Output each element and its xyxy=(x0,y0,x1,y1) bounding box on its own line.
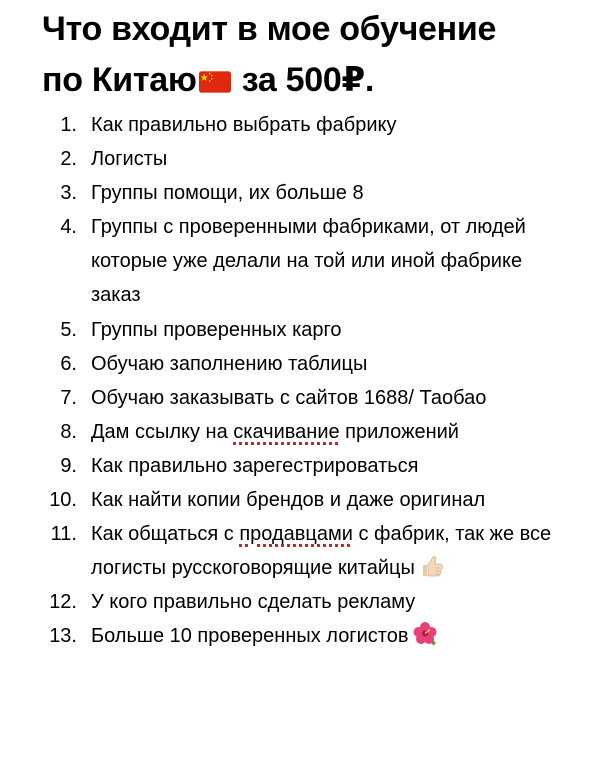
list-item xyxy=(0,210,600,312)
item-text-before: Дам ссылку на xyxy=(91,420,234,443)
list-item xyxy=(0,142,600,176)
list-item xyxy=(0,483,600,517)
spellcheck-underlined-word: продавцами xyxy=(239,523,353,546)
page-title xyxy=(42,4,592,106)
item-text: Как найти копии брендов и даже оригинал xyxy=(91,489,486,512)
item-number: 1. xyxy=(60,114,77,136)
item-number: 8. xyxy=(60,420,77,443)
item-text: Группы с проверенными фабриками, от людей которые уже делали на той или иной фабрике заказ xyxy=(91,216,526,307)
item-text: У кого правильно сделать рекламу xyxy=(91,591,416,614)
item-number: 5. xyxy=(60,318,77,341)
item-number: 3. xyxy=(60,182,77,205)
item-number: 10. xyxy=(49,489,77,512)
item-text-after: приложений xyxy=(339,420,459,443)
item-text: Логисты xyxy=(91,148,168,171)
title-line-2 xyxy=(42,55,592,106)
title-line-2-suffix: за 500₽. xyxy=(232,61,374,99)
list-item xyxy=(0,313,600,347)
list-item xyxy=(0,108,600,142)
list-item xyxy=(0,517,600,585)
item-number: 2. xyxy=(60,148,77,171)
item-number: 13. xyxy=(49,625,77,648)
item-text-after: с фабрик, так же все логисты русскоговорящие китайцы xyxy=(91,523,552,580)
title-line-1: Что входит в мое обучение xyxy=(42,10,497,48)
item-number: 9. xyxy=(60,454,77,477)
item-text: Как правильно зарегестрироваться xyxy=(91,454,419,477)
list-item xyxy=(0,449,600,483)
item-number: 6. xyxy=(60,352,77,375)
item-text xyxy=(91,415,571,449)
item-number: 7. xyxy=(60,386,77,409)
item-number: 12. xyxy=(49,591,77,614)
item-text xyxy=(91,517,571,585)
item-text-before: Как общаться с xyxy=(91,523,240,546)
item-text: Обучаю заказывать с сайтов 1688/ Таобао xyxy=(91,386,487,409)
title-line-2-prefix: по Китаю xyxy=(42,61,197,99)
item-text: Как правильно выбрать фабрику xyxy=(91,114,397,136)
item-text: Группы помощи, их больше 8 xyxy=(91,182,364,205)
hibiscus-flower-icon xyxy=(412,621,438,647)
spellcheck-underlined-word: скачивание xyxy=(233,420,340,443)
china-flag-icon xyxy=(199,71,231,93)
list-item xyxy=(0,585,600,619)
item-number: 11. xyxy=(50,523,77,546)
list-item xyxy=(0,381,600,415)
item-text: Обучаю заполнению таблицы xyxy=(91,352,368,375)
item-text xyxy=(91,619,571,653)
course-contents-list xyxy=(0,108,600,654)
list-item xyxy=(0,176,600,210)
item-text: Группы проверенных карго xyxy=(91,318,342,341)
thumbs-up-icon xyxy=(419,553,445,579)
item-text-content: Больше 10 проверенных логистов xyxy=(91,625,409,648)
list-item xyxy=(0,347,600,381)
list-item xyxy=(0,619,600,653)
item-number: 4. xyxy=(60,216,77,239)
list-item xyxy=(0,415,600,449)
